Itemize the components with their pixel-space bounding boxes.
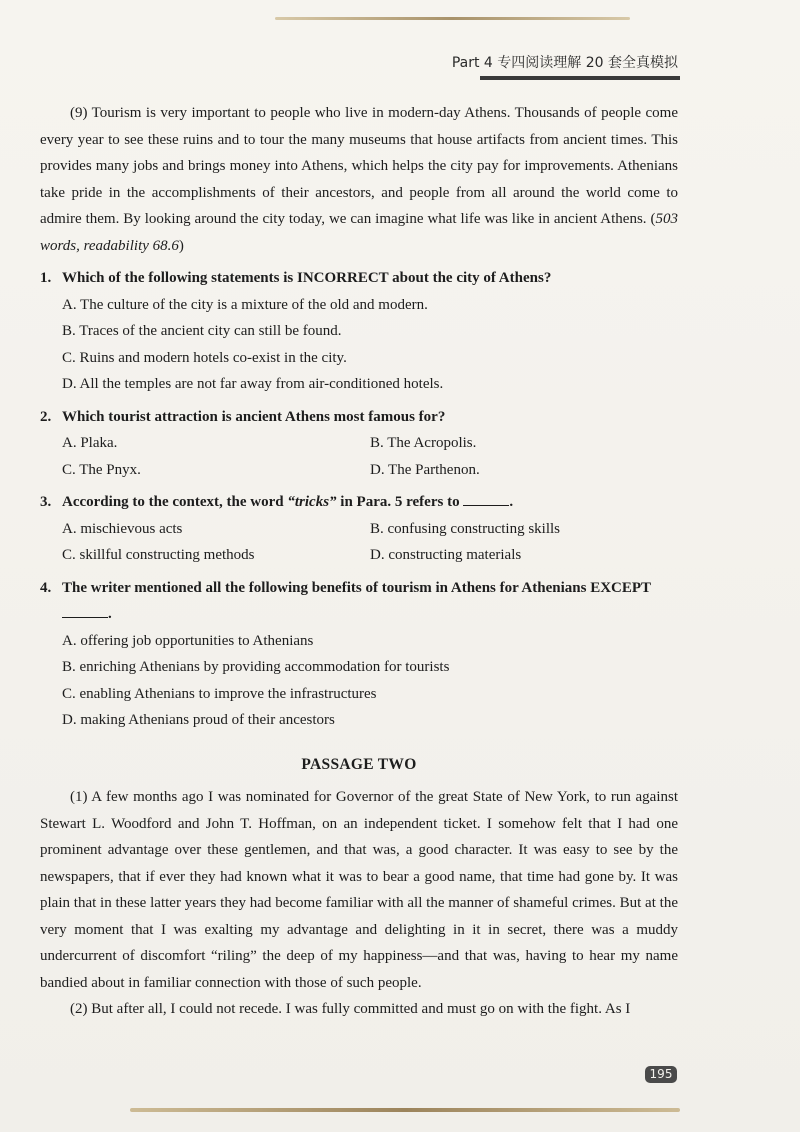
option-row	[62, 542, 678, 569]
option-b[interactable]: B. Traces of the ancient city can still be found.	[62, 323, 342, 339]
question-text	[62, 575, 678, 628]
option-row	[62, 516, 678, 543]
question-3-options	[62, 516, 678, 569]
question-2-stem	[40, 404, 678, 431]
option-a[interactable]: A. offering job opportunities to Athenians	[62, 632, 314, 649]
option-row	[62, 430, 678, 457]
question-1-options	[62, 292, 678, 398]
question-number: 1.	[40, 270, 52, 286]
question-text-post: in Para. 5 refers to	[336, 494, 460, 510]
question-text-main: The writer mentioned all the following benefits of tourism in Athens for Athenians EXCEPT	[62, 579, 651, 596]
question-2-options	[62, 430, 678, 483]
answer-blank[interactable]	[463, 491, 509, 506]
option-d[interactable]: D. making Athenians proud of their ancestors	[62, 712, 335, 728]
option-b[interactable]: B. The Acropolis.	[370, 435, 477, 451]
top-decorative-rule	[275, 17, 630, 20]
option-a[interactable]: A. Plaka.	[62, 435, 118, 451]
option-c[interactable]: C. Ruins and modern hotels co-exist in the city.	[62, 349, 347, 366]
question-text-pre: According to the context, the word	[62, 494, 288, 510]
para-9-citation: 503 words, readability 68.6	[40, 211, 678, 254]
option-c[interactable]: C. enabling Athenians to improve the infrastructures	[62, 685, 377, 702]
page-content	[40, 100, 678, 1023]
question-number: 2.	[40, 408, 52, 425]
question-4-options	[62, 628, 678, 734]
option-c[interactable]: C. skillful constructing methods	[62, 547, 255, 563]
question-number: 4.	[40, 579, 52, 596]
header-bar	[480, 76, 680, 80]
question-1-stem	[40, 265, 678, 292]
question-text: Which tourist attraction is ancient Athens most famous for?	[62, 408, 446, 425]
page-number: 195	[645, 1066, 677, 1083]
question-4-stem	[40, 575, 678, 628]
question-end: .	[108, 606, 112, 622]
question-3-stem	[40, 489, 678, 516]
option-b[interactable]: B. enriching Athenians by providing accommodation for tourists	[62, 659, 450, 675]
option-d[interactable]: D. All the temples are not far away from air-conditioned hotels.	[62, 376, 444, 392]
question-text	[62, 489, 513, 516]
running-head: Part 4 专四阅读理解 20 套全真模拟	[451, 55, 678, 71]
passage-two-title: PASSAGE TWO	[301, 755, 417, 773]
answer-blank[interactable]	[62, 603, 108, 618]
para-9-text: (9) Tourism is very important to people who live in modern-day Athens. Thousands of people come every year to see these ruins and to tour the many museums that house artifacts from ancient times. This provides many jobs and brings money into Athens, which helps the city pay for improvements. Athenians take pride in the accomplishments of their ancestors, and people from all around the world come to admire them. By looking around the city today, we can imagine what life was like in ancient Athens. (	[40, 105, 678, 227]
question-text: Which of the following statements is INCORRECT about the city of Athens?	[62, 270, 552, 286]
option-row	[62, 457, 678, 484]
passage-two-para-2: (2) But after all, I could not recede. I was fully committed and must go on with the fight. As I	[70, 1001, 631, 1017]
bottom-decorative-rule	[130, 1108, 680, 1112]
option-a[interactable]: A. mischievous acts	[62, 520, 183, 537]
question-number: 3.	[40, 494, 52, 510]
question-end: .	[509, 494, 514, 510]
question-keyword: “tricks”	[287, 494, 337, 510]
option-b[interactable]: B. confusing constructing skills	[370, 520, 560, 537]
passage-two-para-1: (1) A few months ago I was nominated for Governor of the great State of New York, to run against Stewart L. Woodford and John T. Hoffman, on an independent ticket. I somehow felt that I had one prominent advantage over these gentlemen, and that was, a good character. It was easy to see by the newspapers, that if ever they had known what it was to bear a good name, that time had gone by. It was plain that in these latter years they had become familiar with all the manner of shameful crimes. But at the very moment that I was exalting my advantage and delighting in it in secret, there was a muddy undercurrent of discomfort “riling” the deep of my happiness—and that was, having to hear my name bandied about in familiar connection with those of such people.	[40, 789, 678, 991]
option-c[interactable]: C. The Pnyx.	[62, 461, 141, 478]
option-a[interactable]: A. The culture of the city is a mixture of the old and modern.	[62, 296, 428, 313]
para-9-close: )	[178, 237, 184, 254]
passage-one-para-9	[40, 100, 678, 259]
option-d[interactable]: D. constructing materials	[370, 547, 522, 563]
option-d[interactable]: D. The Parthenon.	[370, 461, 480, 478]
